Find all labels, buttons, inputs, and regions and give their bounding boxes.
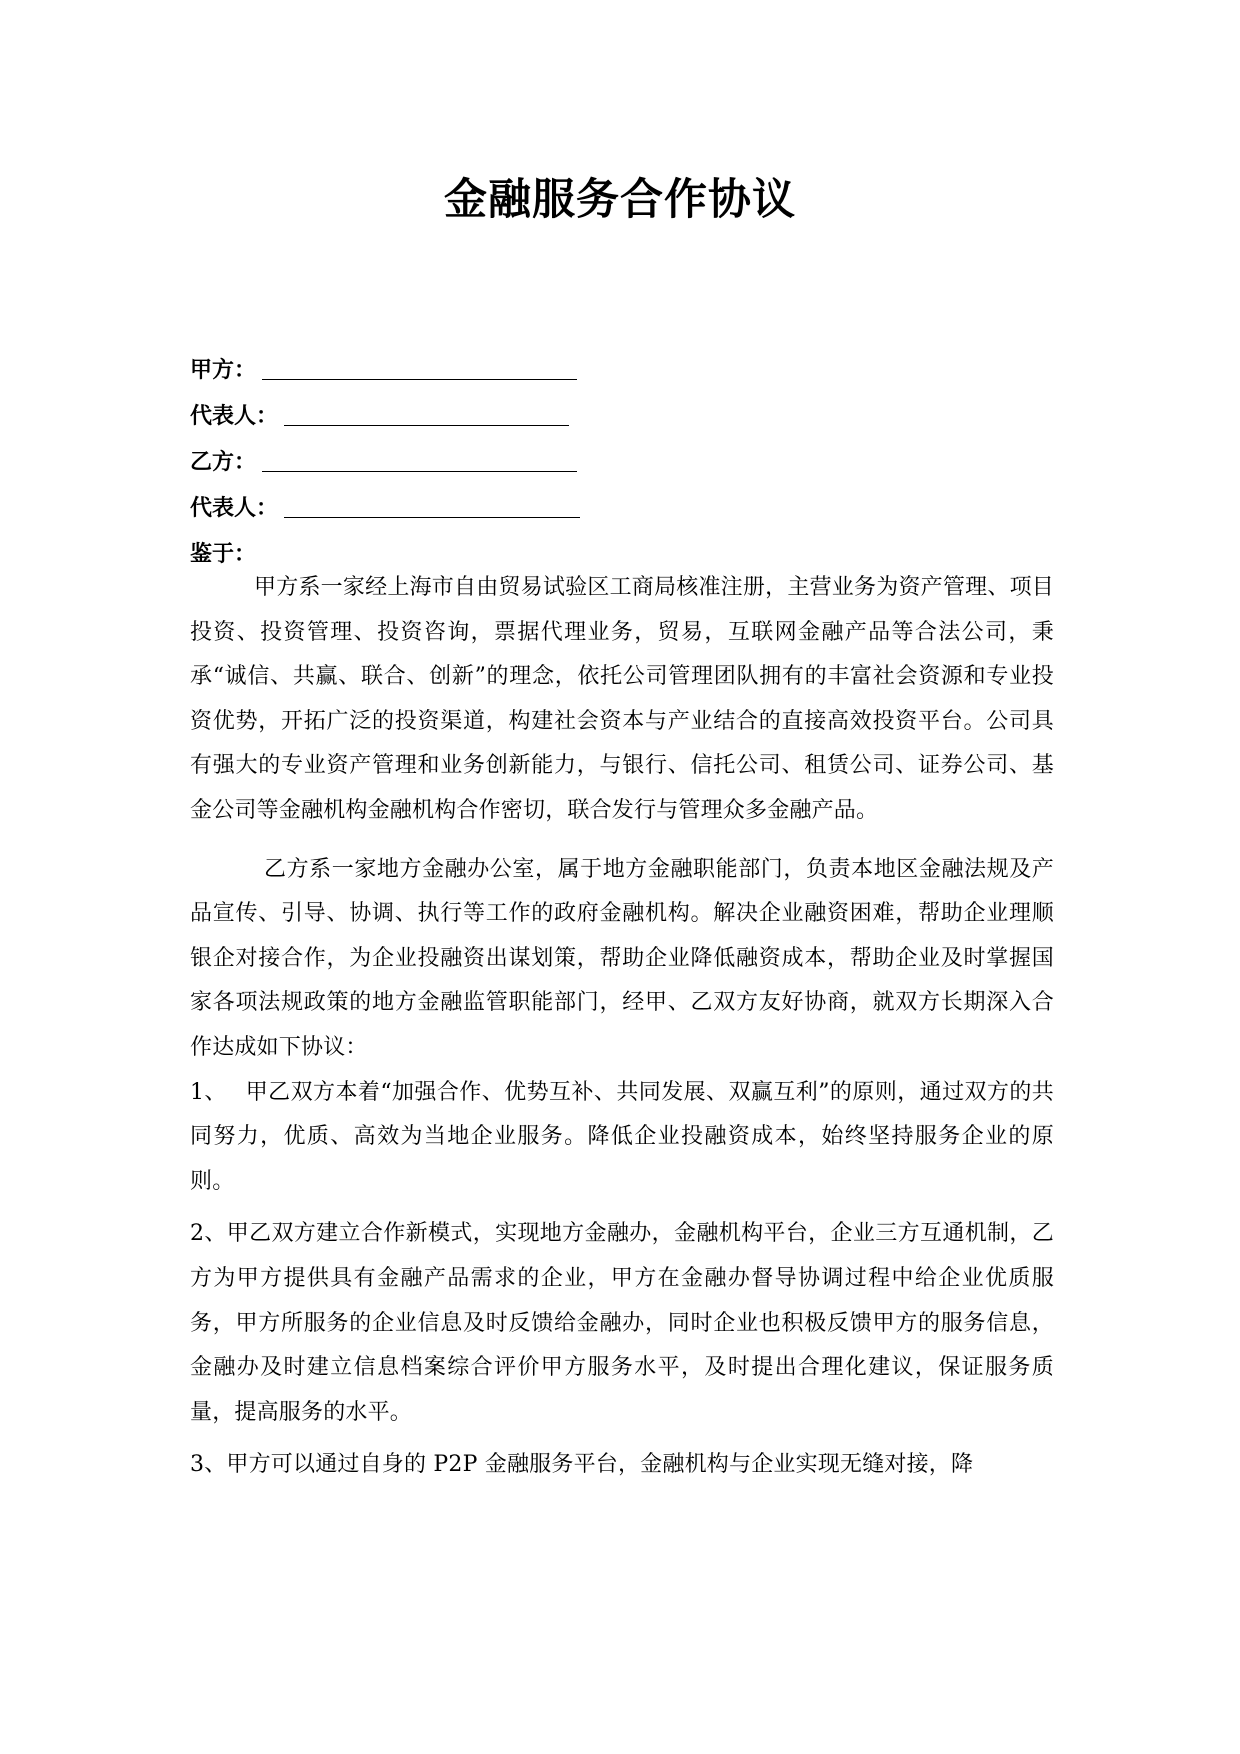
party-b-label: 乙方： <box>190 450 257 475</box>
party-b-blank <box>262 449 577 472</box>
document-title: 金融服务合作协议 <box>444 175 796 225</box>
rep-b-label: 代表人： <box>190 496 279 521</box>
party-a-intro-paragraph: 甲方系一家经上海市自由贸易试验区工商局核准注册，主营业务为资产管理、项目投资、投资管理、投资咨询，票据代理业务，贸易，互联网金融产品等合法公司，秉承“诚信、共赢、联合、创新”的理念，依托公司管理团队拥有的丰富社会资源和专业投资优势，开拓广泛的投资渠道，构建社会资本与产业结合的直接高效投资平台。公司具有强大的专业资产管理和业务创新能力，与银行、信托公司、租赁公司、证券公司、基金公司等金融机构金融机构合作密切，联合发行与管理众多金融产品。 <box>190 575 1054 823</box>
party-a-line <box>190 340 1070 386</box>
rep-a-blank <box>284 403 569 426</box>
party-b-line <box>190 432 1070 478</box>
party-a-blank <box>262 357 577 380</box>
rep-b-line <box>190 478 1070 524</box>
clause-3: 3、甲方可以通过自身的 P2P 金融服务平台，金融机构与企业实现无缝对接，降 <box>190 1452 974 1478</box>
rep-a-label: 代表人： <box>190 404 279 429</box>
clause-1: 1、 甲乙双方本着“加强合作、优势互补、共同发展、双赢互利”的原则，通过双方的共同努力，优质、高效为当地企业服务。降低企业投融资成本，始终坚持服务企业的原则。 <box>190 1079 1054 1194</box>
whereas-label: 鉴于： <box>190 542 257 567</box>
party-b-intro-paragraph: 乙方系一家地方金融办公室，属于地方金融职能部门，负责本地区金融法规及产品宣传、引导、协调、执行等工作的政府金融机构。解决企业融资困难，帮助企业理顺银企对接合作，为企业投融资出谋划策，帮助企业降低融资成本，帮助企业及时掌握国家各项法规政策的地方金融监管职能部门，经甲、乙双方友好协商，就双方长期深入合作达成如下协议： <box>190 856 1054 1060</box>
rep-b-blank <box>284 495 580 518</box>
rep-a-line <box>190 386 1070 432</box>
party-info-block <box>190 340 1070 570</box>
clause-2: 2、甲乙双方建立合作新模式，实现地方金融办，金融机构平台，企业三方互通机制，乙方为甲方提供具有金融产品需求的企业，甲方在金融办督导协调过程中给企业优质服务，甲方所服务的企业信息及时反馈给金融办，同时企业也积极反馈甲方的服务信息，金融办及时建立信息档案综合评价甲方服务水平，及时提出合理化建议，保证服务质量，提高服务的水平。 <box>190 1221 1054 1425</box>
document-body <box>190 566 1054 1488</box>
party-a-label: 甲方： <box>190 358 257 383</box>
